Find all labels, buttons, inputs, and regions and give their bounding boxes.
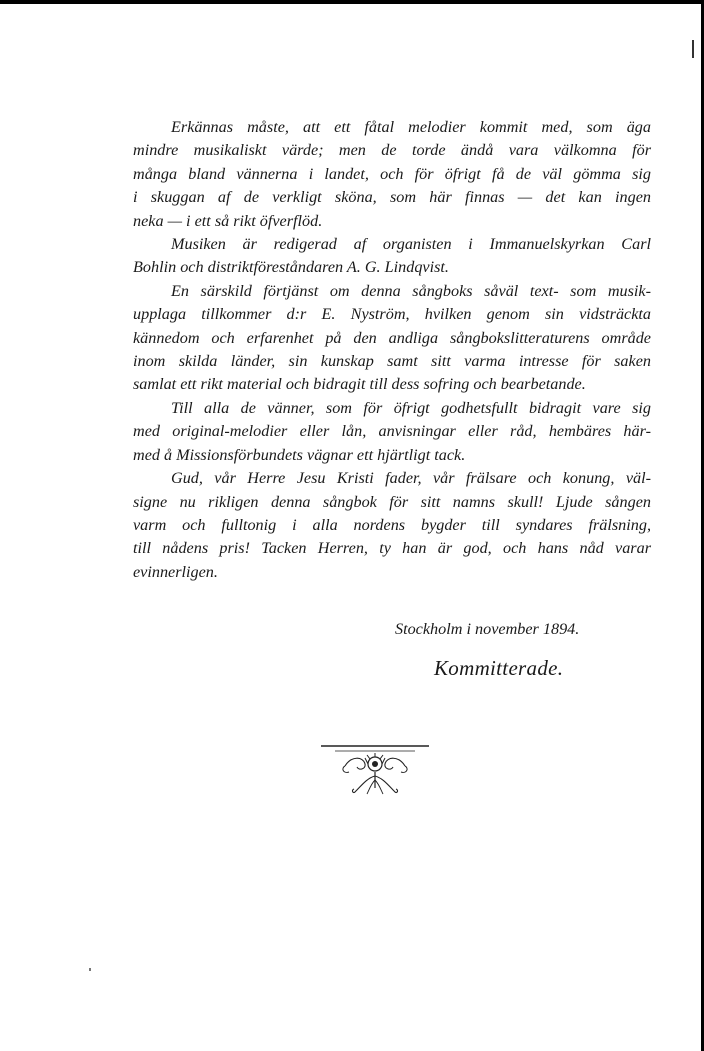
page-top-border	[0, 0, 704, 4]
text-line: till nådens pris! Tacken Herren, ty han är god, och hans nåd varar	[133, 539, 651, 558]
place-and-date: Stockholm i november 1894.	[395, 620, 580, 638]
text-line: med original-melodier eller lån, anvisningar eller råd, hembäres här-	[133, 422, 651, 441]
text-line: Erkännas måste, att ett fåtal melodier kommit med, som äga	[171, 118, 651, 136]
text-line: mindre musikaliskt värde; men de torde ändå vara välkomna för	[133, 141, 651, 160]
paragraph-3	[95, 280, 651, 397]
text-line: med å Missionsförbundets vägnar ett hjärtligt tack.	[133, 445, 466, 464]
floral-vignette-icon	[321, 742, 429, 800]
text-line: evinnerligen.	[133, 562, 218, 581]
text-line: många bland vännerna i landet, och för öfrigt få de väl gömma sig	[133, 164, 651, 183]
text-line: kännedom och erfarenhet på den andliga sångbokslitteraturens område	[133, 328, 651, 347]
margin-mark	[692, 40, 694, 58]
preface-text	[95, 116, 651, 584]
paragraph-5	[95, 467, 651, 584]
print-speck	[89, 968, 91, 971]
text-line: Musiken är redigerad af organisten i Immanuelskyrkan Carl	[171, 235, 651, 254]
text-line: Bohlin och distriktföreståndaren A. G. Lindqvist.	[133, 258, 449, 277]
paragraph-1	[95, 116, 651, 233]
text-line: En särskild förtjänst om denna sångboks såväl text- som musik-	[171, 281, 651, 300]
text-line: upplaga tillkommer d:r E. Nyström, hvilken genom sin vidsträckta	[133, 305, 651, 324]
paragraph-4	[95, 397, 651, 467]
text-line: varm och fulltonig i alla nordens bygder till syndares frälsning,	[133, 515, 651, 534]
text-line: i skuggan af de verkligt sköna, som här finnas — det kan ingen	[133, 188, 651, 207]
text-line: neka — i ett så rikt öfverflöd.	[133, 211, 323, 230]
text-line: Till alla de vänner, som för öfrigt godhetsfullt bidragit vare sig	[171, 398, 651, 417]
text-line: Gud, vår Herre Jesu Kristi fader, vår frälsare och konung, väl-	[171, 469, 651, 488]
text-line: samlat ett rikt material och bidragit till dess sofring och bearbetande.	[133, 375, 586, 394]
signature: Kommitterade.	[434, 656, 564, 680]
text-line: inom skilda länder, sin kunskap samt sitt varma intresse för saken	[133, 352, 651, 371]
paragraph-2	[95, 233, 651, 280]
text-line: signe nu rikligen denna sångbok för sitt namns skull! Ljude sången	[133, 492, 651, 511]
